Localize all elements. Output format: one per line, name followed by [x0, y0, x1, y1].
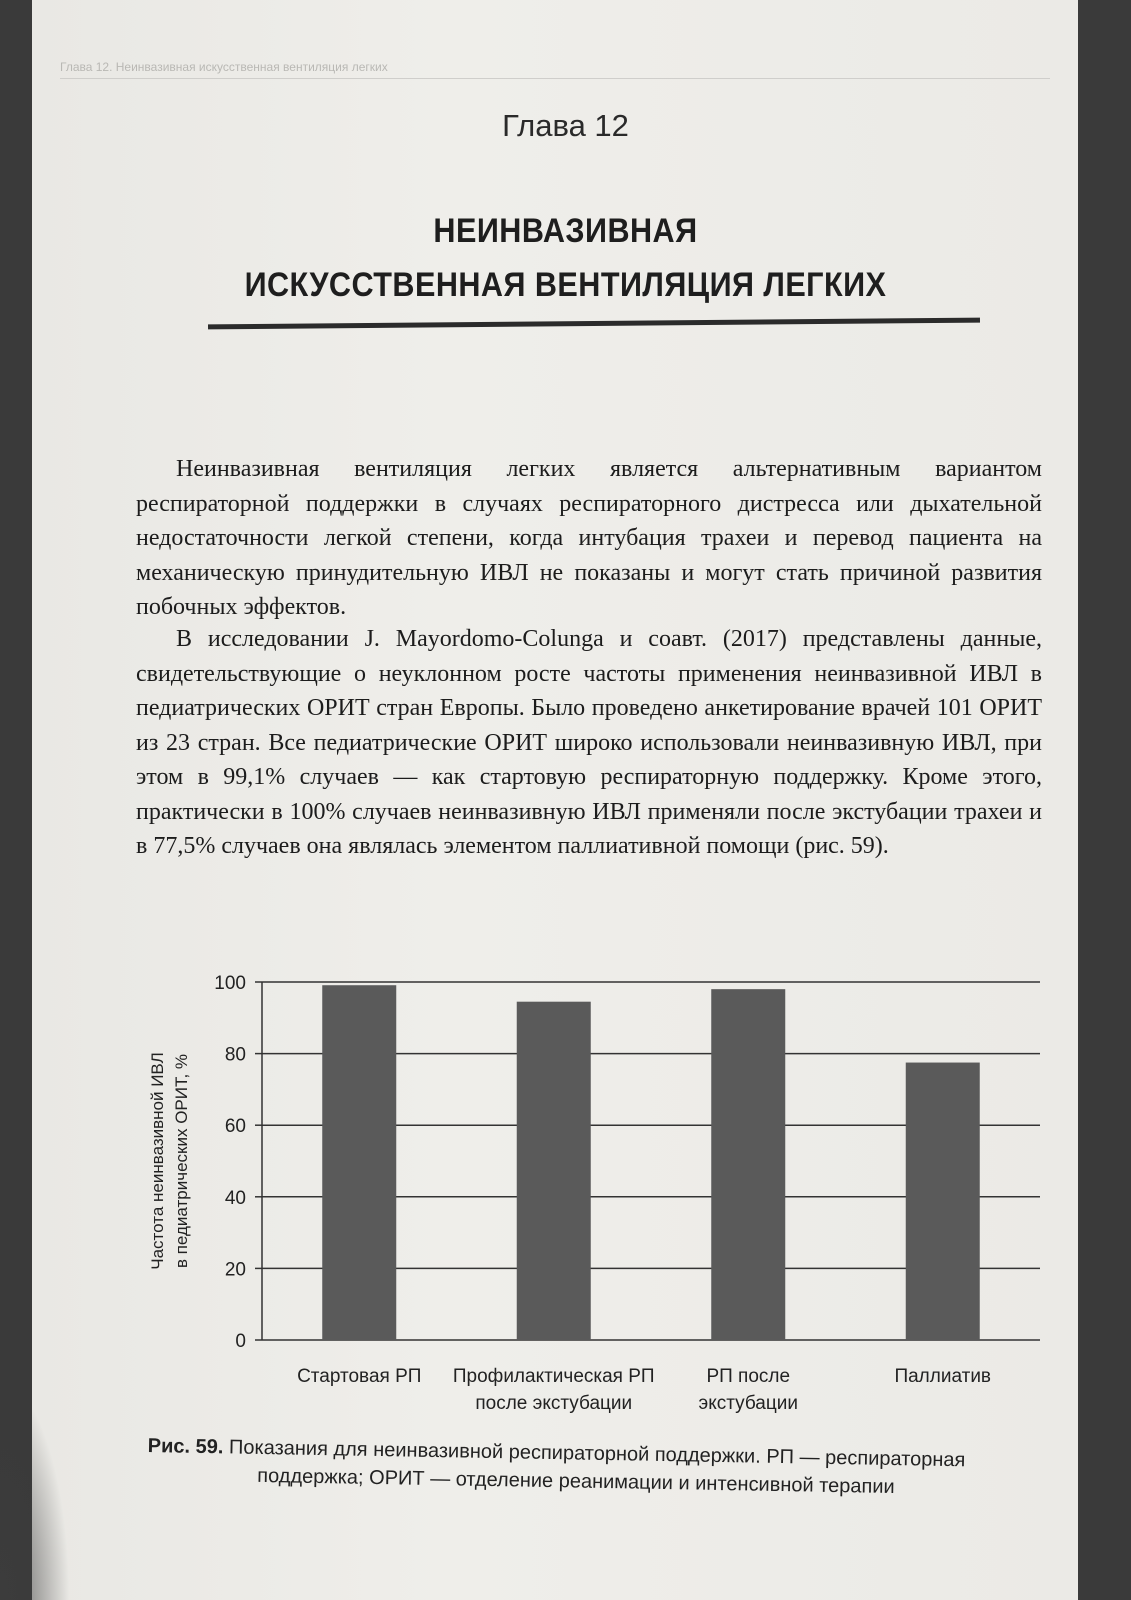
- paragraph-1-text: Неинвазивная вентиляция легких является альтернативным вариантом респираторной поддержки в случаях респираторного дистресса или дыхательной недостаточности легкой степени, когда интубация трахеи и перевод пациента на механическую принудительную ИВЛ не показаны и могут стать причиной развития побочных эффектов.: [136, 456, 1042, 620]
- x-tick-label: Профилактическая РП после экстубации: [452, 1366, 655, 1414]
- chapter-title-line1: НЕИНВАЗИВНАЯ: [433, 212, 698, 250]
- x-tick-label: Паллиатив: [894, 1366, 992, 1387]
- y-tick-label: 0: [235, 1331, 246, 1352]
- x-tick-label: РП после экстубации: [698, 1366, 798, 1414]
- y-tick-label: 100: [214, 973, 246, 994]
- chart-y-ticks: [214, 973, 246, 1352]
- chart-x-labels: [297, 1366, 991, 1414]
- y-tick-label: 80: [224, 1044, 246, 1066]
- y-tick-label: 20: [224, 1259, 246, 1281]
- caption-label: Рис. 59.: [147, 1434, 224, 1459]
- chart-bars: [322, 985, 980, 1340]
- x-tick-label: Стартовая РП: [297, 1366, 422, 1387]
- chapter-label: Глава 12: [502, 108, 629, 143]
- bar-2: [711, 989, 785, 1340]
- bar-0: [322, 985, 396, 1340]
- chapter-title-line2: ИСКУССТВЕННАЯ ВЕНТИЛЯЦИЯ ЛЕГКИХ: [244, 266, 887, 304]
- running-head: Глава 12. Неинвазивная искусственная вентиляция легких: [60, 60, 1050, 79]
- paragraph-2-text: В исследовании J. Mayordomo-Colunga и соавт. (2017) представлены данные, свидетельствующие о неуклонном росте частоты применения неинвазивной ИВЛ в педиатрических ОРИТ стран Европы. Было проведено анкетирование врачей 101 ОРИТ из 23 стран. Все педиатрические ОРИТ широко использовали неинвазивную ИВЛ, при этом в 99,1% случаев — как стартовую респираторную поддержку. Кроме этого, практически в 100% случаев неинвазивную ИВЛ применяли после экстубации трахеи и в 77,5% случаев она являлась элементом паллиативной помощи (рис. 59).: [136, 626, 1042, 859]
- chart-y-label: [148, 1052, 191, 1269]
- caption-line1: Показания для неинвазивной респираторной поддержки. РП — респираторная: [223, 1436, 966, 1472]
- caption-line2: поддержка; ОРИТ — отделение реанимации и интенсивной терапии: [257, 1464, 895, 1499]
- y-axis-label: Частота неинвазивной ИВЛ в педиатрических ОРИТ, %: [148, 1052, 191, 1270]
- y-tick-label: 60: [224, 1116, 246, 1138]
- bar-1: [517, 1002, 591, 1340]
- bar-3: [906, 1063, 980, 1340]
- y-tick-label: 40: [224, 1187, 246, 1209]
